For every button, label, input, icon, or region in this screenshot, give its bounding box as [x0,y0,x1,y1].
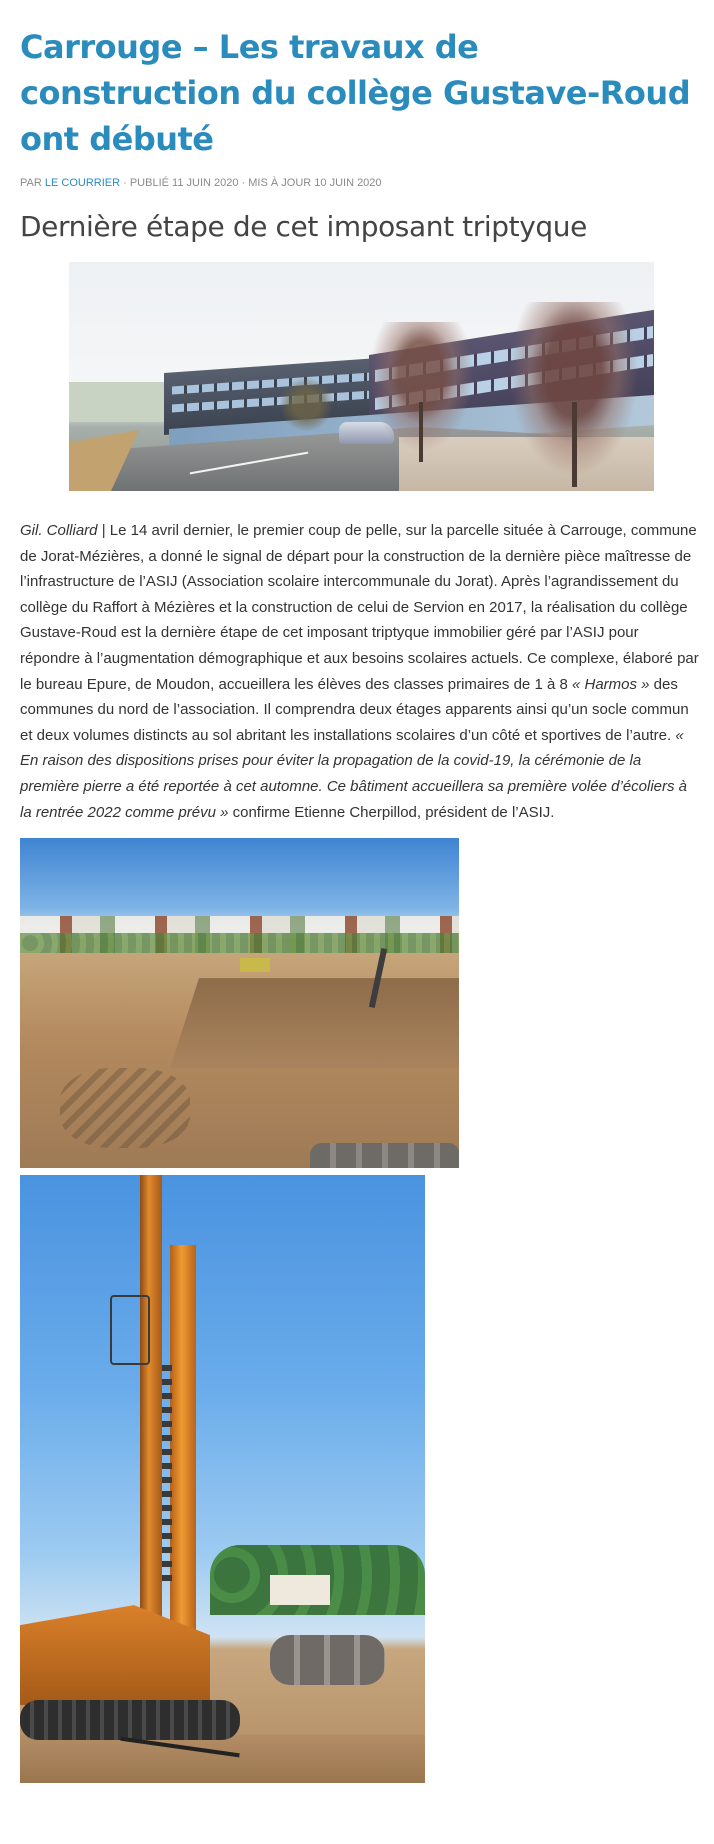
president-quote: « En raison des dispositions prises pour éviter la propagation de la covid-19, la cérémonie de la première pierre a été reportée à cet automne. Ce bâtiment accueillera sa première volée d’écoliers à la rentrée 2022 comme prévu » [20,726,688,821]
harmos-term: « Harmos » [571,675,650,693]
drilling-rig-photo [20,1175,425,1783]
article-body [20,518,700,825]
body-part-3: confirme Etienne Cherpillod, président de l’ASIJ. [228,803,555,821]
hero-render-image [69,262,654,491]
byline: Gil. Colliard [20,522,98,539]
article-meta [20,175,694,191]
construction-site-photo [20,838,459,1168]
article-page [0,24,714,1844]
meta-updated-date: · MIS À JOUR 10 JUIN 2020 [241,177,382,189]
author-link[interactable]: LE COURRIER [44,177,121,189]
article-title: Carrouge – Les travaux de construction du collège Gustave-Roud ont débuté [20,28,691,158]
meta-by-prefix: PAR [20,177,42,189]
article-subtitle: Dernière étape de cet imposant triptyque [20,210,587,243]
meta-published-date: · PUBLIÉ 11 JUIN 2020 [123,177,239,189]
body-part-1: | Le 14 avril dernier, le premier coup de pelle, sur la parcelle située à Carrouge, commune de Jorat-Mézières, a donné le signal de départ pour la construction de la dernière pièce maîtresse de l’infrastructure de l’ASIJ (Association scolaire intercommunale du Jorat). Après l’agrandissement du collège du Raffort à Mézières et la construction de celui de Servion en 2017, la réalisation du collège Gustave-Roud est la dernière étape de cet imposant triptyque immobilier géré par l’ASIJ pour répondre à l’augmentation démographique et aux besoins scolaires actuels. Ce complexe, élaboré par le bureau Epure, de Moudon, accueillera les élèves des classes primaires de 1 à 8 [20,522,699,693]
body-part-2: des communes du nord de l’association. Il comprendra deux étages apparents ainsi qu’un socle commun et deux volumes distincts au sol abritant les installations scolaires d’un côté et sportives de l’autre. [20,675,689,744]
